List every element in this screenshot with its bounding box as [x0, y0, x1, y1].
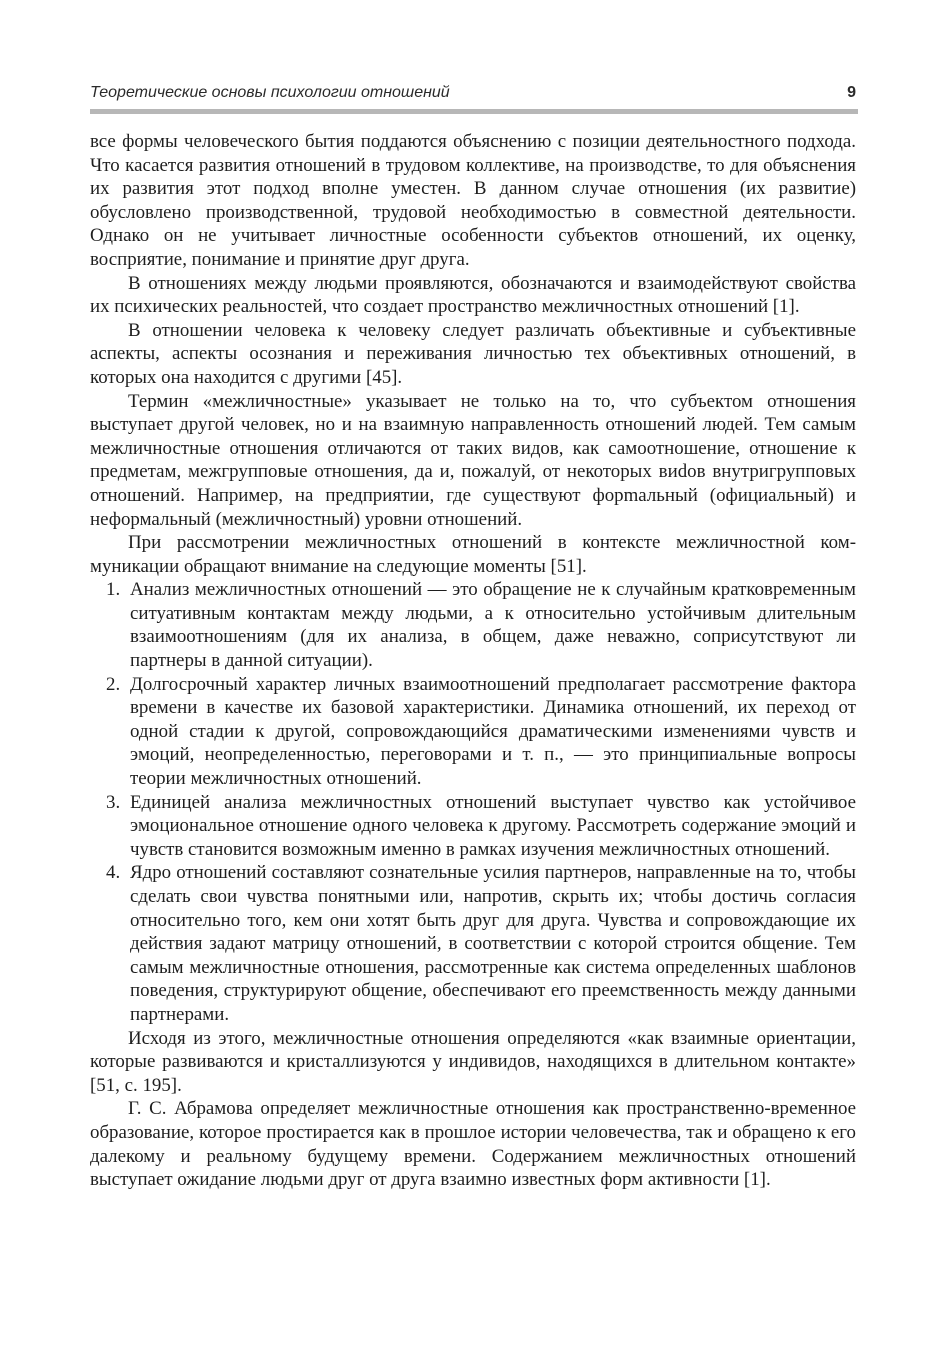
paragraph: все формы человеческого бытия поддаются объяснению с позиции деятельностного подхода. Что касается развития отношений в трудовом коллективе, на производстве, то для объяснения их развития этот подход вполне уместен. В данном случае отношения (их развитие) обусловлено производственной, трудовой необходимостью в совместной деятельности. Однако он не учитывает личностные особенности субъектов отношений, их оценку, восприятие, понимание и принятие друг друга. [90, 131, 856, 270]
paragraph: При рассмотрении межличностных отношений в контексте межличностной коммуникации обращают внимание на следующие моменты [51]. [90, 532, 856, 577]
running-title: Теоретические основы психологии отношений [90, 84, 450, 101]
list-item-number: 1. [106, 579, 121, 601]
page-number: 9 [847, 84, 856, 101]
list-item-number: 2. [106, 673, 121, 695]
body-text [90, 130, 856, 1192]
list-item-text: Единицей анализа межличностных отношений выступает чувство как устойчивое эмоциональное отношение одного человека к другому. Рассмотреть содержание эмоций и чувств становится возможным именно в рамках изучения межличностных отношений. [130, 791, 856, 860]
list-item-text: Долгосрочный характер личных взаимоотношений предполагает рассмотрение фактора времени в качестве их базовой характеристики. Динамика отношений, их переход от одной стадии к другой, сопровождающийся драматическими изменениями чувств и эмоций, неопределенностью, переговорами и т. п., — это принципиальные вопросы теории межличностных отношений. [130, 673, 856, 790]
paragraph: В отношениях между людьми проявляются, обозначаются и взаимодействуют свойства их психических реальностей, что создает пространство межличностных отношений [1]. [90, 272, 856, 318]
running-header [90, 84, 858, 110]
list-item [90, 791, 856, 862]
list-item-number: 4. [106, 862, 121, 884]
header-rule [90, 109, 858, 114]
list-item-text: Ядро отношений составляют сознательные усилия партнеров, направленные на то, чтобы сделать свои чувства понятными или, напротив, скрыть их; чтобы достичь согласия относительно того, кем они хотят быть друг для друга. Чувства и сопровождающие их действия задают матрицу отношений, в соответствии с которой строится общение. Тем самым межличностные отношения, рассмотренные как система определенных шаблонов поведения, структурируют общение, обеспечивают его преемственность между данными партнерами. [130, 862, 856, 1025]
paragraph: Исходя из этого, межличностные отношения определяются «как взаимные ориентации, которые развиваются и кристаллизуются у индивидов, находящихся в длительном контакте» [51, с. 195]. [90, 1027, 856, 1096]
paragraph: В отношении человека к человеку следует различать объективные и субъективные аспекты, аспекты осознания и переживания личностью тех объективных отношений, в которых она находится с другими [45]. [90, 319, 856, 388]
numbered-list [90, 578, 856, 1026]
list-item [90, 861, 856, 1026]
list-item [90, 673, 856, 791]
list-item [90, 578, 856, 672]
list-item-text: Анализ межличностных отношений — это обращение не к случайным кратковременным ситуативным контактам между людьми, а к относительно устойчивым длительным взаимоотношениям (для их анализа, в общем, даже неважно, соприсутствуют ли партнеры в данной ситуации). [130, 579, 856, 672]
paragraph: Термин «межличностные» указывает не только на то, что субъектом отношения выступает другой человек, но и на взаимную направленность отношений людей. Тем самым межличностные отношения отличаются от таких видов, как самоотношение, отношение к предметам, межгрупповые отношения, да и, пожалуй, от некоторых виdов внутригрупповых отношений. Например, на предприятии, где существуют форmальный (официальный) и неформальный (межличностный) уровни отношений. [90, 390, 856, 530]
paragraph: Г. С. Абрамова определяет межличностные отношения как пространственно-временное образование, которое простирается как в прошлое истории человечества, так и обращено к его далекому и реальному будущему времени. Содержанием межличностных отношений выступает ожидание людьми друг от друга взаимно известных форм активности [1]. [90, 1098, 856, 1191]
list-item-number: 3. [106, 791, 121, 813]
